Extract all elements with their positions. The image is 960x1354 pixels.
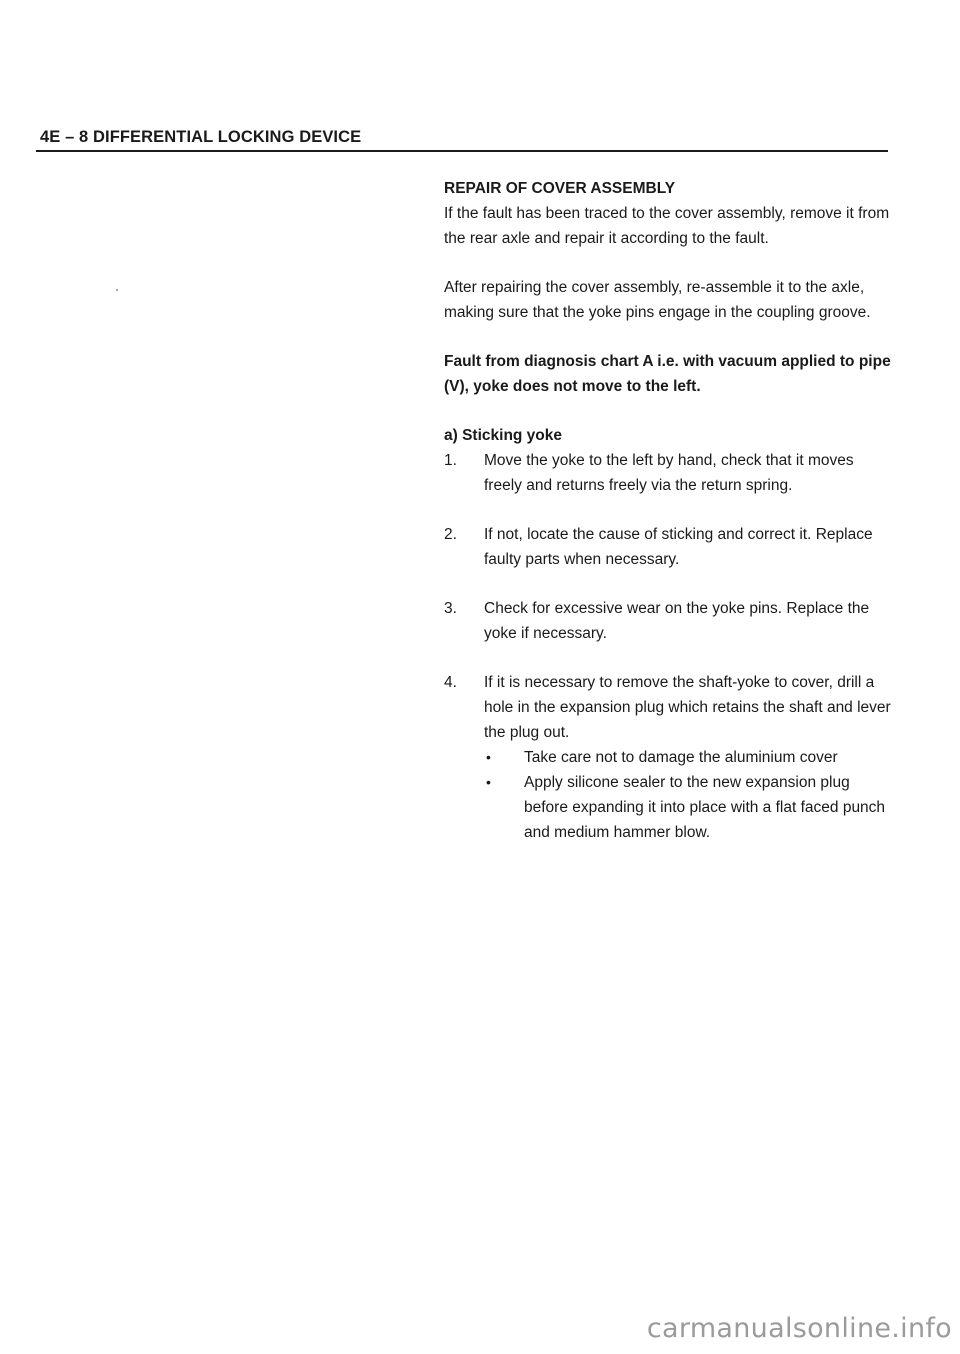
fault-statement: Fault from diagnosis chart A i.e. with vacuum applied to pipe (V), yoke does not move to the left. <box>444 353 891 395</box>
subsection-title: a) Sticking yoke <box>444 427 563 444</box>
bullet-text: Apply silicone sealer to the new expansion plug before expanding it into place with a flat faced punch and medium hammer blow. <box>524 774 886 841</box>
bullet-item <box>484 745 894 770</box>
bullet-icon: • <box>486 774 491 790</box>
page-header-title: 4E – 8 DIFFERENTIAL LOCKING DEVICE <box>40 128 362 146</box>
step-number: 2. <box>444 526 457 543</box>
bullet-item <box>484 770 894 845</box>
step-number: 1. <box>444 452 457 469</box>
step-text: Move the yoke to the left by hand, check that it moves freely and returns freely via the return spring. <box>484 452 854 494</box>
step4-bullet-list <box>484 745 894 845</box>
step-item <box>444 448 894 498</box>
step-item <box>444 522 894 572</box>
bullet-text: Take care not to damage the aluminium cover <box>524 749 838 766</box>
section-title: REPAIR OF COVER ASSEMBLY <box>444 180 676 197</box>
main-content <box>444 176 894 845</box>
step-number: 4. <box>444 674 457 691</box>
after-repair-paragraph: After repairing the cover assembly, re-assemble it to the axle, making sure that the yoke pins engage in the coupling groove. <box>444 279 871 321</box>
step-number: 3. <box>444 600 457 617</box>
step-item <box>444 670 894 845</box>
header-divider <box>36 150 888 152</box>
step-text: If it is necessary to remove the shaft-yoke to cover, drill a hole in the expansion plug which retains the shaft and lever the plug out. <box>484 674 891 741</box>
watermark-text: carmanualsonline.info <box>646 1313 952 1344</box>
intro-paragraph: If the fault has been traced to the cover assembly, remove it from the rear axle and repair it according to the fault. <box>444 205 890 247</box>
steps-list <box>444 448 894 845</box>
step-item <box>444 596 894 646</box>
scan-speck <box>116 289 118 291</box>
step-text: Check for excessive wear on the yoke pins. Replace the yoke if necessary. <box>484 600 870 642</box>
bullet-icon: • <box>486 749 491 765</box>
step-text: If not, locate the cause of sticking and correct it. Replace faulty parts when necessary. <box>484 526 873 568</box>
